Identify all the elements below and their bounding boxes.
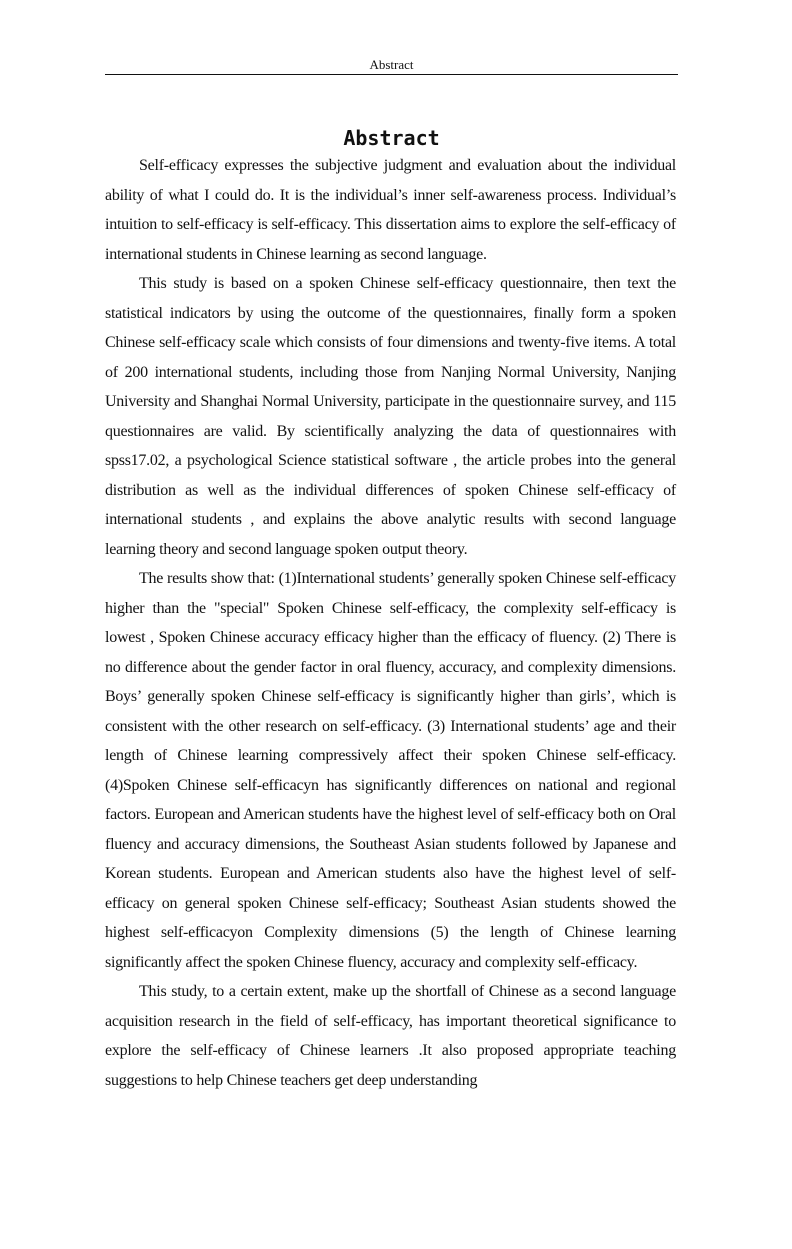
paragraph-2: This study is based on a spoken Chinese self-efficacy questionnaire, then text the statistical indicators by using the outcome of the questionnaires, finally form a spoken Chinese self-efficacy scale which consists of four dimensions and twenty-five items. A total of 200 international students, including those from Nanjing Normal University, Nanjing University and Shanghai Normal University, participate in the questionnaire survey, and 115 questionnaires are valid. By scientifically analyzing the data of questionnaires with spss17.02, a psychological Science statistical software , the article probes into the general distribution as well as the individual differences of spoken Chinese self-efficacy of international students , and explains the above analytic results with second language learning theory and second language spoken output theory.	[105, 275, 676, 558]
page-title: Abstract	[343, 126, 440, 151]
abstract-body	[105, 151, 676, 1095]
header-rule	[105, 74, 678, 75]
running-header: Abstract	[369, 57, 414, 72]
paragraph-3: The results show that: (1)International students’ generally spoken Chinese self-efficacy higher than the "special" Spoken Chinese self-efficacy, the complexity self-efficacy is lowest , Spoken Chinese accuracy efficacy higher than the efficacy of fluency. (2) There is no difference about the gender factor in oral fluency, accuracy, and complexity dimensions. Boys’ generally spoken Chinese self-efficacy is significantly higher than girls’, which is consistent with the other research on self-efficacy. (3) International students’ age and their length of Chinese learning compressively affect their spoken Chinese self-efficacy.(4)Spoken Chinese self-efficacyn has significantly differences on national and regional factors. European and American students have the highest level of self-efficacy both on Oral fluency and accuracy dimensions, the Southeast Asian students followed by Japanese and Korean students. European and American students also have the highest level of self-efficacy on general spoken Chinese self-efficacy; Southeast Asian students showed the highest self-efficacyon Complexity dimensions (5) the length of Chinese learning significantly affect the spoken Chinese fluency, accuracy and complexity self-efficacy.	[105, 570, 676, 971]
paragraph-1: Self-efficacy expresses the subjective judgment and evaluation about the individual ability of what I could do. It is the individual’s inner self-awareness process. Individual’s intuition to self-efficacy is self-efficacy. This dissertation aims to explore the self-efficacy of international students in Chinese learning as second language.	[105, 157, 676, 263]
paragraph-4: This study, to a certain extent, make up the shortfall of Chinese as a second language acquisition research in the field of self-efficacy, has important theoretical significance to explore the self-efficacy of Chinese learners .It also proposed appropriate teaching suggestions to help Chinese teachers get deep understanding	[105, 983, 676, 1089]
